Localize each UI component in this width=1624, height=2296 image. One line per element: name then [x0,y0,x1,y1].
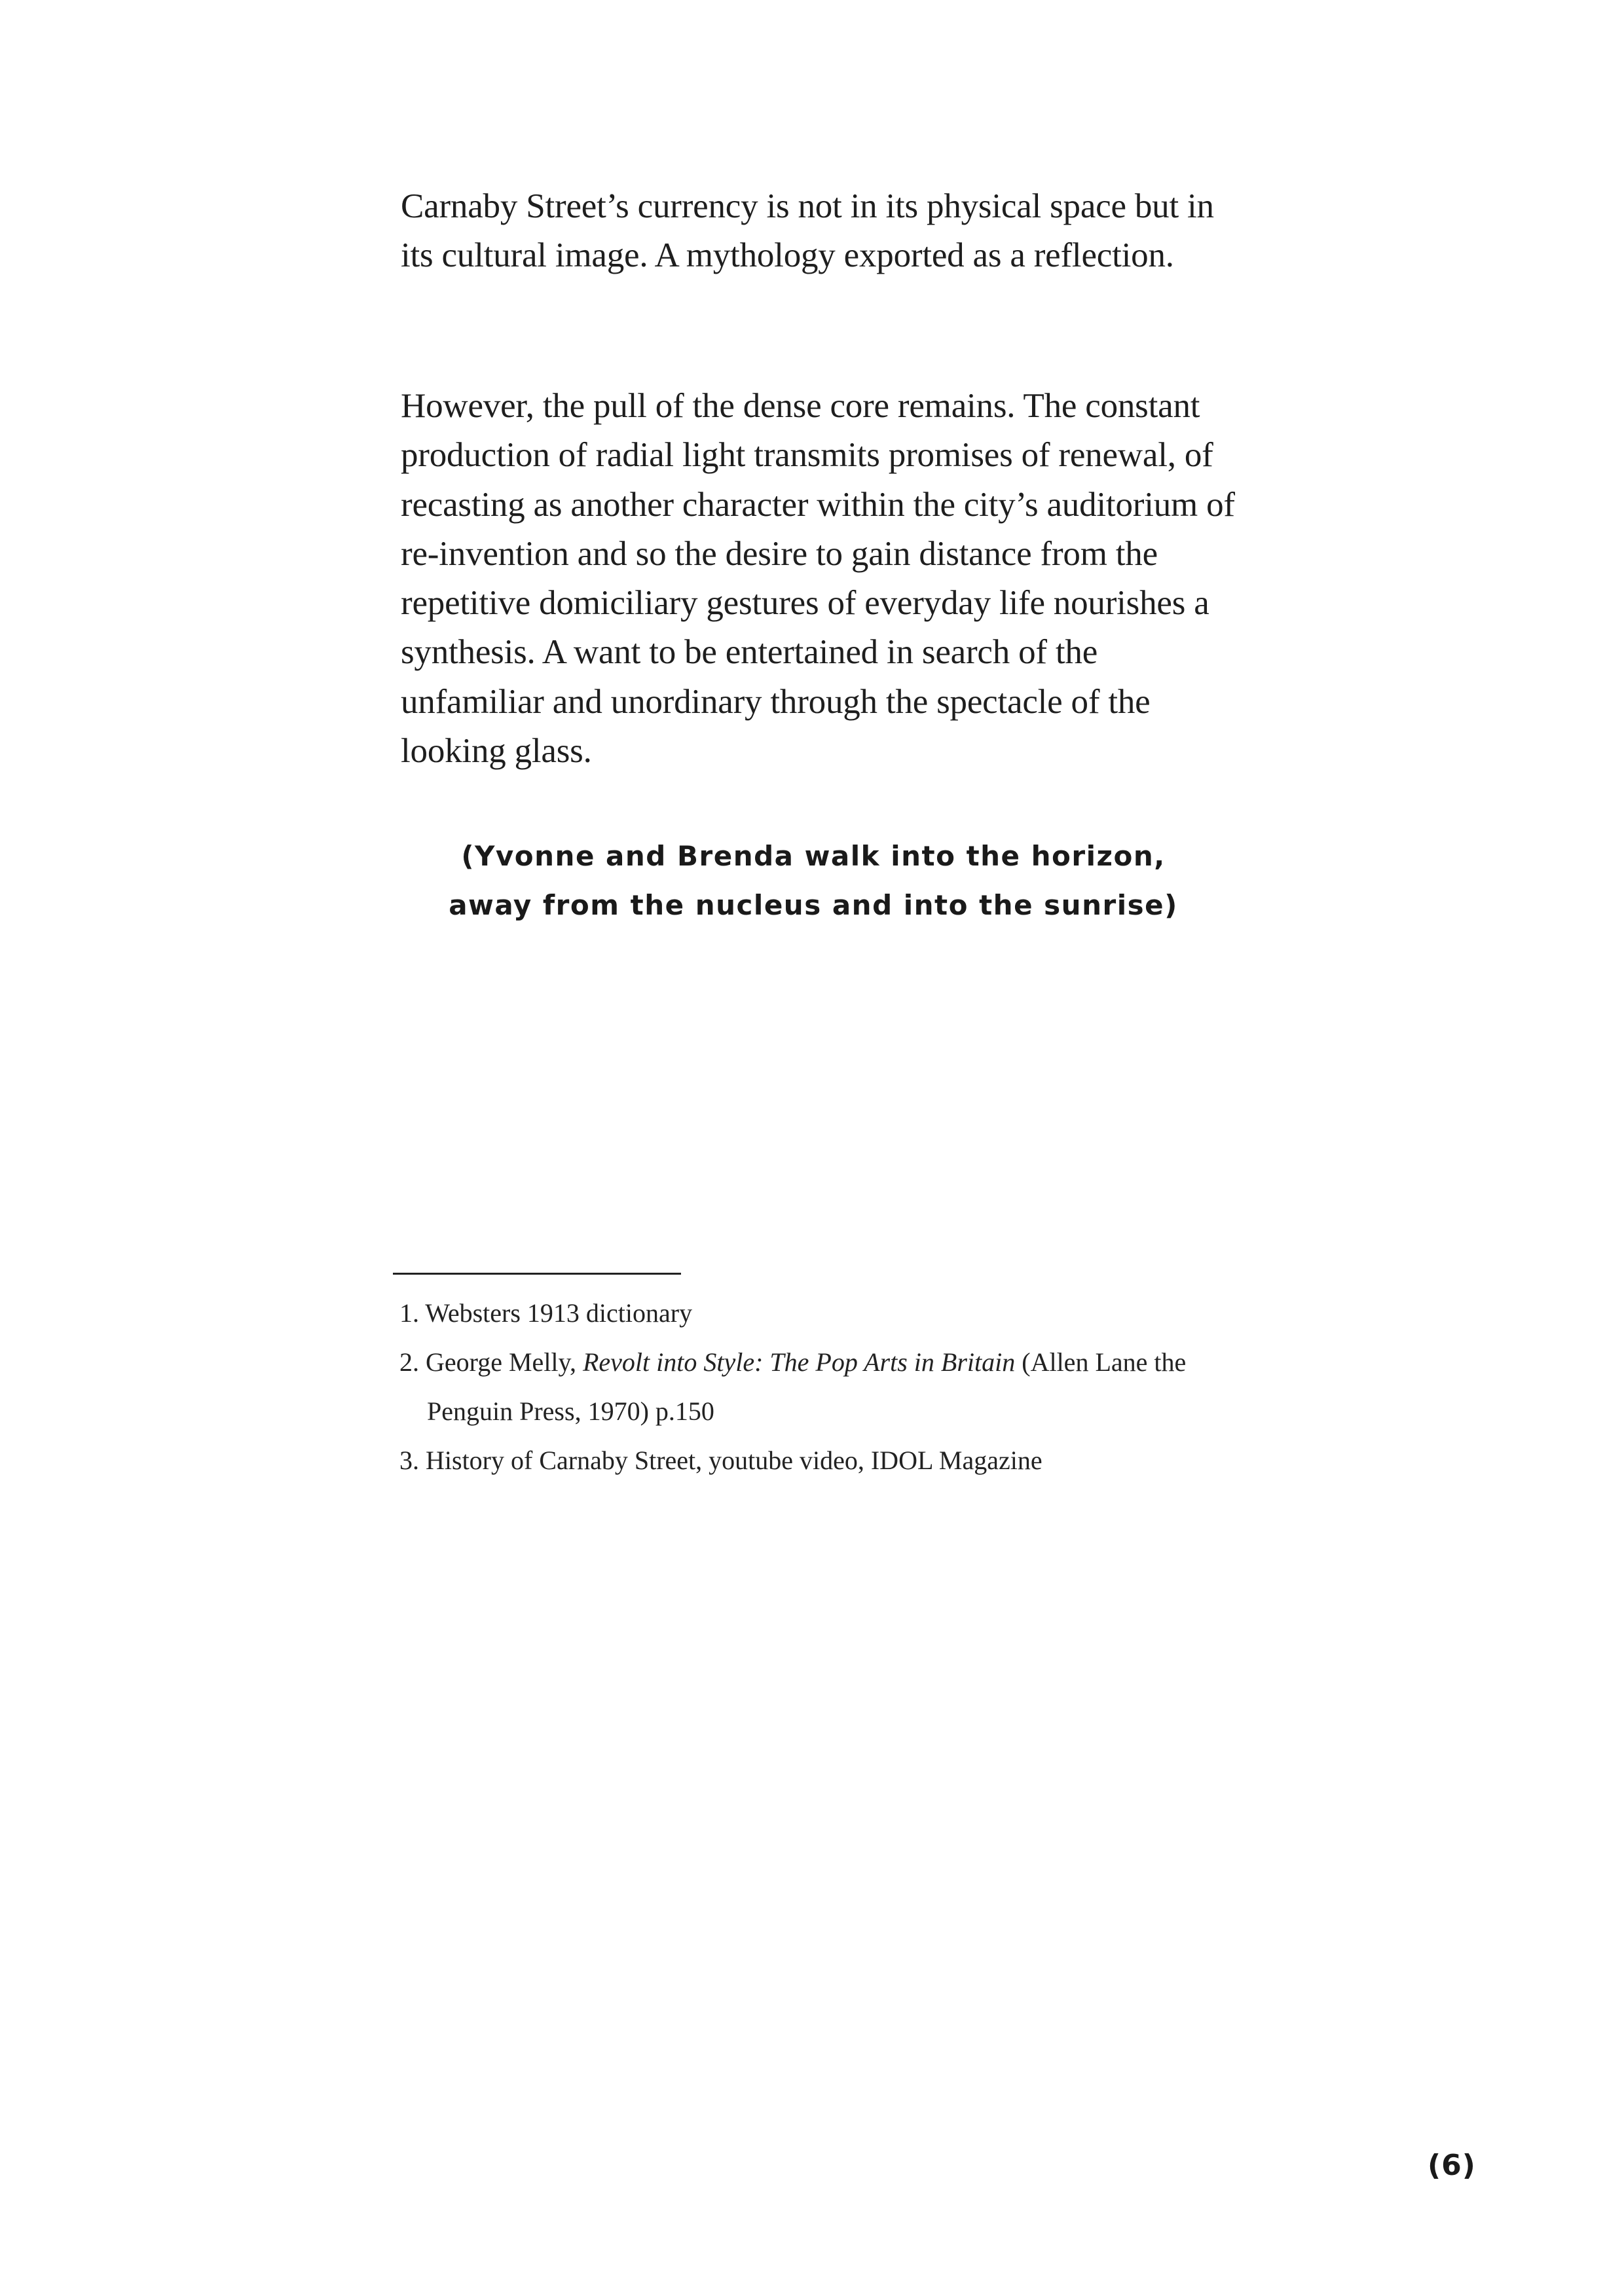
body-paragraph-1: Carnaby Street’s currency is not in its physical space but in its cultural image. A mythology exported as a reflection. [401,187,1214,275]
footnote-2 [399,1338,1251,1436]
stage-direction-line-2: away from the nucleus and into the sunrise) [449,889,1178,921]
footnote-3-number: 3. [399,1446,419,1475]
footnote-3-text: History of Carnaby Street, youtube video, IDOL Magazine [426,1446,1043,1475]
footnote-1 [399,1288,1251,1338]
footnote-1-number: 1. [399,1298,419,1328]
footnote-3 [399,1436,1251,1485]
stage-direction [401,831,1226,930]
page-number: (6) [1428,2149,1476,2182]
footnote-divider [393,1273,681,1275]
stage-direction-line-1: (Yvonne and Brenda walk into the horizon, [461,840,1166,872]
footnote-2-number: 2. [399,1347,419,1377]
body-paragraph-2: However, the pull of the dense core remains. The constant production of radial light transmits promises of renewal, of recasting as another character within the city’s auditorium of re-invention and so the desire to gain distance from the repetitive domiciliary gestures of everyday life nourishes a synthesis. A want to be entertained in search of the unfamiliar and unordinary through the spectacle of the looking glass. [401,387,1235,771]
footnote-2-post: (Allen Lane the Penguin Press, 1970) p.150 [427,1347,1187,1426]
footnote-2-title: Revolt into Style: The Pop Arts in Britain [582,1347,1016,1377]
footnote-2-pre: George Melly, [426,1347,583,1377]
footnotes-list [399,1288,1251,1485]
footnote-1-text: Websters 1913 dictionary [425,1298,693,1328]
